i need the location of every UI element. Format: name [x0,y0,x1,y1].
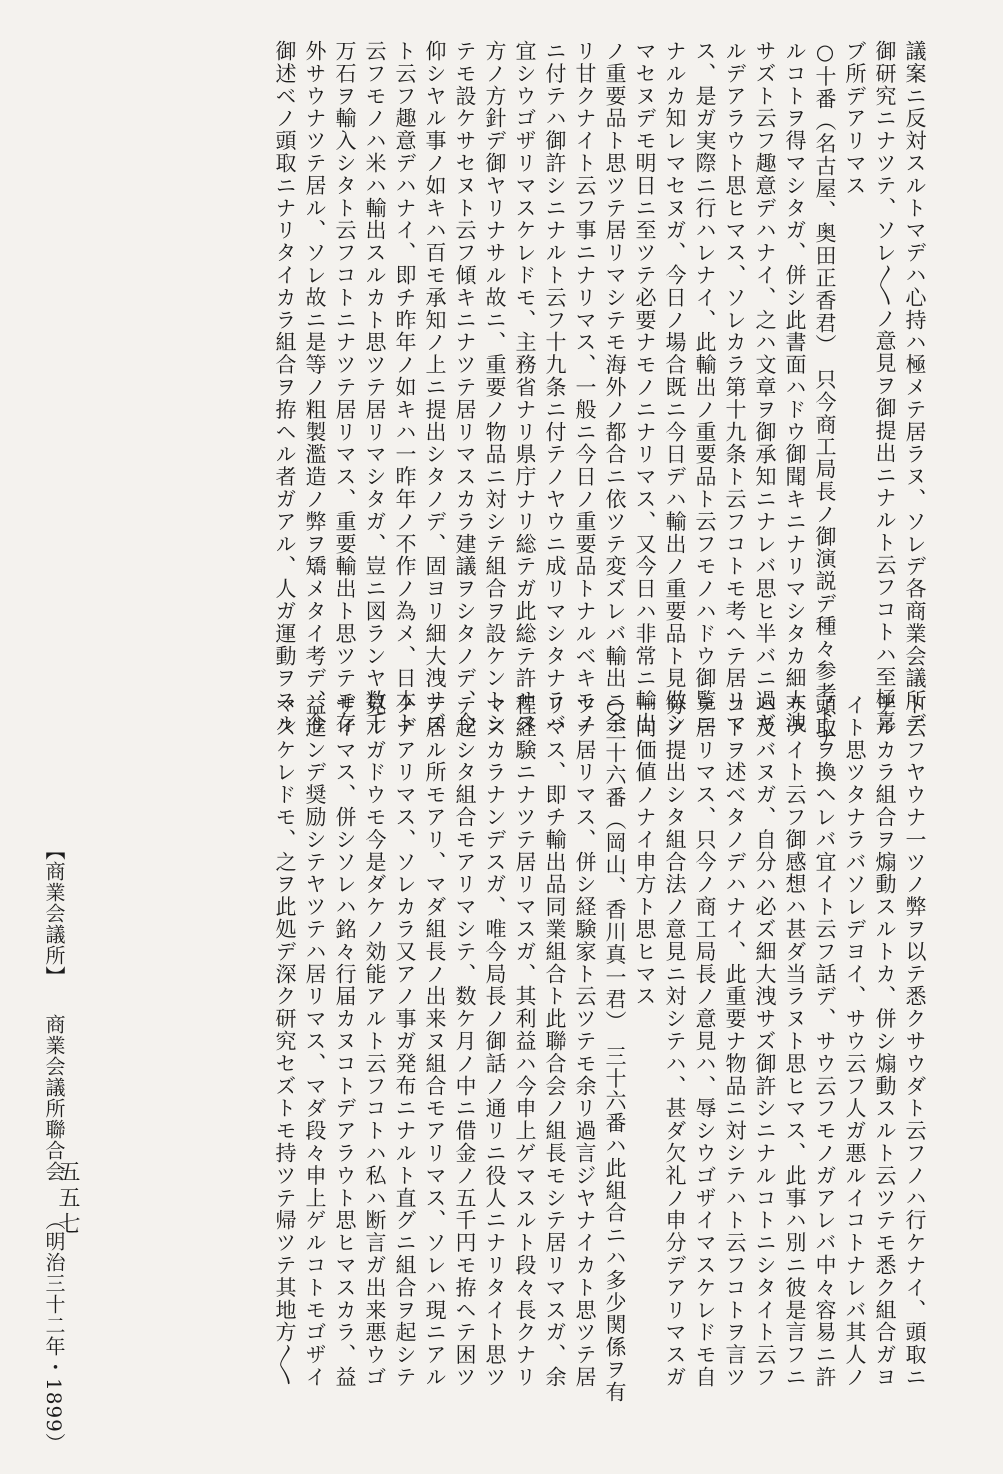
text-line: 方ノ方針デ御ヤリナサル故ニ、重要ノ物品ニ対シテ組合ヲ設ケントシ [483,40,507,735]
text-line: テ居リマス、只今ノ商工局長ノ意見ハ、辱シウゴザイマスケレドモ自 [693,694,717,1389]
text-line: サズト云フ趣意デハナイ、之ハ文章ヲ御承知ニナレバ思ヒ半バニ過ギ [753,40,777,735]
text-line: ト云フヤウナ一ツノ弊ヲ以テ悉クサウダト云フノハ行ケナイ、頭取ニ [903,694,927,1389]
text-line: ルコトヲ得マシタガ、併シ此書面ハドウ御聞キニナリマシタカ細大洩 [783,40,807,735]
text-line: ザイマス、併シソレハ銘々行届カヌコトデアラウト思ヒマスカラ、益 [333,694,357,1389]
text-line: リマス、即チ輸出品同業組合ト此聯合会ノ組長モシテ居リマスガ、余 [543,694,567,1389]
text-line: ブ所デアリマス [843,40,867,197]
text-line: ツテ居リマス、併シ経験家ト云ツテモ余リ過言ジヤナイカト思ツテ居 [573,694,597,1389]
running-header [40,840,69,1474]
text-line: マスケレドモ、之ヲ此処デ深ク研究セズトモ持ツテ帰ツテ其地方〳〵 [273,694,297,1387]
text-line: 外サウナツテ居ル、ソレ故ニ是等ノ粗製濫造ノ弊ヲ矯メタイ考デ、今 [303,40,327,735]
text-line: ノ重要品ト思ツテ居リマシテモ海外ノ都合ニ依ツテ変ズレバ輸出ニ余 [603,40,627,735]
text-line: 宜シウゴザリマスケレドモ、主務省ナリ県庁ナリ総テガ此総テ許サヌ [513,40,537,735]
text-line: イト思ツタナラバソレデヨイ、サウ云フ人ガ悪ルイコトナレバ其人ノ [843,694,867,1389]
text-line: ナルカラ組合ヲ煽動スルトカ、併シ煽動スルト云ツテモ悉ク組合ガヨ [873,694,897,1389]
text-line: 御述ベノ頭取ニナリタイカラ組合ヲ拵ヘル者ガアル、人ガ運動ヲスル [273,40,297,735]
text-line: コトヲ述ベタノデハナイ、此重要ナ物品ニ対シテハト云フコトヲ言ツ [723,694,747,1389]
text-line: ○三十六番（岡山、香川真一君） 三十六番ハ此組合ニハ多少関係ヲ有 [603,694,627,1404]
text-line: 議案ニ反対スルトマデハ心持ハ極メテ居ラヌ、ソレデ各商業会議所デ [903,40,927,735]
header-section: 【商業会議所】 [42,840,66,987]
upper-text-block [270,40,930,750]
header-organization: 商業会議所聯合会 [42,1014,66,1183]
lower-text-block [270,694,930,1404]
text-line: テ起シタ組合モアリマシテ、数ケ月ノ中ニ借金ノ五千円モ拵ヘテ困ツ [453,694,477,1389]
text-line: テモ設ケサセヌト云フ傾キニナツテ居リマスカラ建議ヲシタノデ、今 [453,40,477,735]
text-line: マスカラナンデスガ、唯今局長ノ御話ノ通リニ役人ニナリタイト思ツ [483,694,507,1389]
text-line: 程経験ニナツテ居リマスガ、其利益ハ今申上ゲマスルト段々長クナリ [513,694,537,1389]
text-line: 頭取ヲ換ヘレバ宜イト云フ話デ、サウ云フモノガアレバ中々容易ニ許 [813,694,837,1389]
text-line: 仰シヤル事ノ如キハ百モ承知ノ上ニ提出シタノデ、固ヨリ細大洩サズ [423,40,447,735]
text-line: 万石ヲ輸入シタト云フコトニナツテ居リマス、重要輸出ト思ツテモ存 [333,40,357,735]
page-number: 五五七 [55,1160,80,1238]
text-line: テ居ル所モアリ、マダ組長ノ出来ヌ組合モアリマス、ソレハ現ニアル [423,694,447,1389]
text-line: ハ及バヌガ、自分ハ必ズ細大洩サズ御許シニナルコトニシタイト云フ [753,694,777,1389]
text-line: 云フモノハ米ハ輸出スルカト思ツテ居リマシタガ、豈ニ図ランヤ数千 [363,40,387,735]
header-era: （明治三十二年・1899） [42,1209,66,1454]
text-line: 一向価値ノナイ申方ト思ヒマス [633,694,657,1008]
text-line: サナイト云フ御感想ハ甚ダ当ラヌト思ヒマス、此事ハ別ニ彼是言フニ [783,694,807,1389]
text-line: ナルカ知レマセヌガ、今日ノ場合既ニ今日デハ輸出ノ重要品ト見做シ [663,40,687,735]
text-line: 見ルガドウモ今是ダケノ効能アルト云フコトハ私ハ断言ガ出来悪ウゴ [363,694,387,1389]
text-line: 御研究ニナツテ、ソレ〳〵ノ意見ヲ御提出ニナルト云フコトハ至極喜 [873,40,897,733]
text-line: ニ付テハ御許シニナルト云フ十九条ニ付テノヤウニ成リマシタナラバ [543,40,567,735]
text-line: 益進ンデ奨励シテヤツテハ居リマス、マダ段々申上ゲルコトモゴザイ [303,694,327,1389]
text-line: マセヌデモ明日ニ至ツテ必要ナモノニナリマス、又今日ハ非常ニ輸出 [633,40,657,735]
text-line: リ甘クナイト云フ事ニナリマス、一般ニ今日ノ重要品トナルベキモノ [573,40,597,735]
text-line: 分ノ提出シタ組合法ノ意見ニ対シテハ、甚ダ欠礼ノ申分デアリマスガ [663,694,687,1389]
text-line: ト云フ趣意デハナイ、即チ昨年ノ如キハ一昨年ノ不作ノ為メ、日本ト [393,40,417,735]
text-line: ○十番（名古屋、奥田正香君） 只今商工局長ノ御演説デ種々参考トナ [813,40,837,750]
text-line: ス、是ガ実際ニ行ハレナイ、此輸出ノ重要品ト云フモノハドウ御覧ニ [693,40,717,735]
text-line: ノデアリマス、ソレカラ又アノ事ガ発布ニナルト直グニ組合ヲ起シテ [393,694,417,1389]
text-line: ルデアラウト思ヒマス、ソレカラ第十九条ト云フコトモ考ヘテ居リマ [723,40,747,735]
